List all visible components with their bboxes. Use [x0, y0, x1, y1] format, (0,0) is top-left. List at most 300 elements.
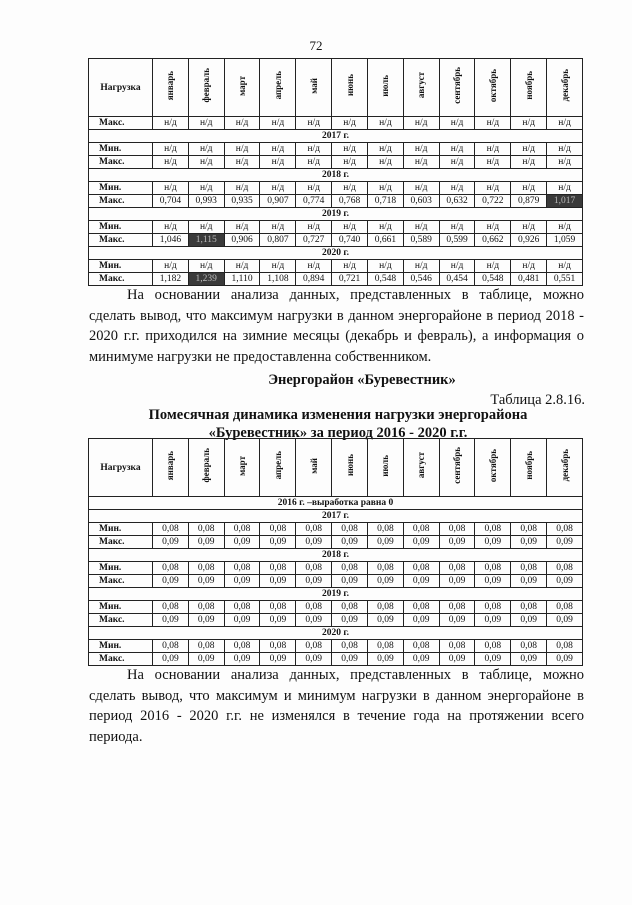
header-row — [89, 439, 583, 497]
table-cell: н/д — [367, 117, 403, 130]
table-cell: н/д — [296, 117, 332, 130]
table-row — [89, 117, 583, 130]
month-header-label: ноябрь — [523, 71, 534, 100]
table-cell: 0,09 — [475, 653, 511, 666]
table-cell: 0,08 — [475, 562, 511, 575]
table-cell: 1,059 — [547, 234, 583, 247]
table-cell: 0,894 — [296, 273, 332, 286]
table-cell: 0,09 — [332, 653, 368, 666]
row-label: Мин. — [89, 640, 153, 653]
table-cell: 0,08 — [224, 523, 260, 536]
row-label: Макс. — [89, 195, 153, 208]
table-cell: 0,935 — [224, 195, 260, 208]
table-cell: 0,08 — [296, 523, 332, 536]
table-cell: 0,08 — [153, 562, 189, 575]
row-label: Мин. — [89, 182, 153, 195]
table-cell: н/д — [332, 182, 368, 195]
row-label: Макс. — [89, 575, 153, 588]
table-cell: 0,09 — [367, 614, 403, 627]
table-cell: 0,09 — [403, 653, 439, 666]
table-cell: н/д — [367, 156, 403, 169]
month-header — [547, 59, 583, 117]
year-row — [89, 247, 583, 260]
table-cell: н/д — [188, 117, 224, 130]
table-cell: н/д — [475, 117, 511, 130]
year-row — [89, 169, 583, 182]
year-row — [89, 497, 583, 510]
table-cell: 0,721 — [332, 273, 368, 286]
table-cell: 0,768 — [332, 195, 368, 208]
table-row — [89, 640, 583, 653]
table-cell: 0,993 — [188, 195, 224, 208]
table-cell: н/д — [153, 221, 189, 234]
month-header — [153, 59, 189, 117]
month-header-label: август — [416, 452, 427, 479]
table-cell: н/д — [439, 143, 475, 156]
table-cell: н/д — [224, 221, 260, 234]
table-cell: 0,09 — [188, 536, 224, 549]
table-cell: н/д — [403, 260, 439, 273]
month-header-label: октябрь — [487, 448, 498, 483]
table-cell: н/д — [224, 143, 260, 156]
table-cell: 0,589 — [403, 234, 439, 247]
table-row — [89, 234, 583, 247]
table-cell: н/д — [260, 260, 296, 273]
table-cell: 0,08 — [439, 640, 475, 653]
table-row — [89, 143, 583, 156]
table-cell: 0,09 — [547, 614, 583, 627]
table-cell: н/д — [475, 143, 511, 156]
year-row — [89, 208, 583, 221]
row-label: Мин. — [89, 260, 153, 273]
table-cell: 0,08 — [475, 640, 511, 653]
table-cell: 0,09 — [296, 575, 332, 588]
table-cell: 0,08 — [367, 640, 403, 653]
table-cell: 0,09 — [439, 575, 475, 588]
table-cell: 0,907 — [260, 195, 296, 208]
row-label: Макс. — [89, 273, 153, 286]
table-cell: 0,09 — [153, 614, 189, 627]
year-label: 2019 г. — [89, 588, 583, 601]
month-header — [224, 59, 260, 117]
table-cell: 0,08 — [224, 562, 260, 575]
row-label: Мин. — [89, 143, 153, 156]
month-header-label: март — [237, 455, 248, 476]
table-cell: н/д — [332, 117, 368, 130]
table-cell: 0,632 — [439, 195, 475, 208]
month-header — [403, 59, 439, 117]
table-row — [89, 195, 583, 208]
table-cell: н/д — [296, 143, 332, 156]
table-cell: 0,09 — [224, 536, 260, 549]
table-cell: 0,09 — [511, 575, 547, 588]
table-cell: 0,09 — [332, 575, 368, 588]
table-cell: н/д — [367, 143, 403, 156]
table-cell: н/д — [367, 221, 403, 234]
table-cell: 1,239 — [188, 273, 224, 286]
table-cell: 0,09 — [296, 653, 332, 666]
month-header — [296, 439, 332, 497]
table-cell: н/д — [224, 182, 260, 195]
table-cell: н/д — [547, 156, 583, 169]
table-cell: н/д — [332, 260, 368, 273]
header-row — [89, 59, 583, 117]
table-cell: 0,09 — [332, 536, 368, 549]
table-row — [89, 523, 583, 536]
table-cell: 0,08 — [439, 601, 475, 614]
load-table-previous — [88, 58, 583, 286]
table-cell: н/д — [188, 143, 224, 156]
table-row — [89, 653, 583, 666]
month-header-label: декабрь — [559, 449, 570, 482]
table-cell: 0,08 — [153, 523, 189, 536]
month-header — [188, 59, 224, 117]
table-cell: 0,09 — [224, 575, 260, 588]
month-header-label: сентябрь — [452, 67, 463, 104]
month-header — [260, 439, 296, 497]
table-cell: н/д — [153, 143, 189, 156]
table-cell: 0,08 — [296, 640, 332, 653]
table-cell: н/д — [403, 182, 439, 195]
table-cell: 0,807 — [260, 234, 296, 247]
analysis-paragraph-1-text: На основании анализа данных, представленных в таблице, можно сделать вывод, что максимум нагрузки в данном энергорайоне в период 2018 - 2020 г.г. приходился на зимние месяцы (декабрь и февраль), а информация о минимуме нагрузки не предоставленна собственником. — [89, 287, 584, 365]
table-cell: 0,599 — [439, 234, 475, 247]
table-cell: н/д — [260, 117, 296, 130]
month-header-label: июнь — [344, 454, 355, 477]
month-header — [439, 439, 475, 497]
table-cell: н/д — [403, 221, 439, 234]
month-header-label: октябрь — [487, 68, 498, 103]
month-header — [475, 439, 511, 497]
table-cell: 0,09 — [153, 653, 189, 666]
table-cell: н/д — [188, 221, 224, 234]
year-label: 2017 г. — [89, 130, 583, 143]
month-header-label: сентябрь — [452, 447, 463, 484]
table-cell: н/д — [511, 260, 547, 273]
table-cell: н/д — [439, 156, 475, 169]
table-cell: н/д — [332, 156, 368, 169]
table-cell: 0,08 — [403, 562, 439, 575]
table-cell: 0,08 — [367, 562, 403, 575]
table-cell: н/д — [296, 182, 332, 195]
table-cell: н/д — [153, 260, 189, 273]
table-row — [89, 182, 583, 195]
table-cell: 0,09 — [367, 653, 403, 666]
section-heading: Энергорайон «Буревестник» — [268, 372, 456, 388]
month-header — [260, 59, 296, 117]
table-cell: 0,722 — [475, 195, 511, 208]
table-cell: н/д — [260, 156, 296, 169]
table-cell: 0,718 — [367, 195, 403, 208]
load-table-burevestnik — [88, 438, 583, 666]
month-header — [367, 59, 403, 117]
table-cell: 0,09 — [475, 575, 511, 588]
table-cell: 0,08 — [188, 601, 224, 614]
table-cell: н/д — [403, 143, 439, 156]
table-caption: Таблица 2.8.16. — [490, 392, 585, 408]
table-row — [89, 273, 583, 286]
table-cell: 0,09 — [403, 536, 439, 549]
table-cell: 0,08 — [547, 523, 583, 536]
month-header — [439, 59, 475, 117]
table-cell: н/д — [332, 221, 368, 234]
table-cell: 0,09 — [547, 653, 583, 666]
table-cell: 0,551 — [547, 273, 583, 286]
table-row — [89, 156, 583, 169]
table-cell: 0,09 — [511, 614, 547, 627]
table-cell: 0,08 — [332, 640, 368, 653]
month-header-label: декабрь — [559, 69, 570, 102]
table-cell: н/д — [367, 182, 403, 195]
table-cell: 0,08 — [547, 640, 583, 653]
table-cell: н/д — [153, 182, 189, 195]
table-cell: 0,09 — [439, 614, 475, 627]
month-header-label: июль — [380, 74, 391, 97]
row-label: Макс. — [89, 653, 153, 666]
year-row — [89, 510, 583, 523]
table-cell: 1,017 — [547, 195, 583, 208]
table-cell: н/д — [439, 221, 475, 234]
table-cell: 0,454 — [439, 273, 475, 286]
analysis-paragraph-2 — [89, 665, 584, 747]
month-header-label: январь — [165, 450, 176, 481]
table-cell: 0,08 — [511, 562, 547, 575]
table-cell: 0,09 — [188, 575, 224, 588]
month-header-label: февраль — [201, 448, 212, 483]
table-cell: н/д — [511, 156, 547, 169]
table-cell: 0,08 — [153, 640, 189, 653]
table-cell: 0,08 — [511, 601, 547, 614]
month-header-label: февраль — [201, 68, 212, 103]
table-cell: 0,08 — [260, 640, 296, 653]
row-label: Мин. — [89, 221, 153, 234]
month-header-label: август — [416, 72, 427, 99]
table-cell: 0,09 — [188, 614, 224, 627]
table-cell: 0,08 — [475, 601, 511, 614]
table-cell: 0,08 — [153, 601, 189, 614]
month-header — [511, 59, 547, 117]
table-cell: н/д — [188, 156, 224, 169]
analysis-paragraph-2-text: На основании анализа данных, представленных в таблице, можно сделать вывод, что максимум и минимум нагрузки в данном энергорайоне в период 2016 - 2020 г.г. не изменялся в течение года на протяжении всего периода. — [89, 667, 584, 745]
table-cell: 0,704 — [153, 195, 189, 208]
table-cell: 0,926 — [511, 234, 547, 247]
table-cell: 0,879 — [511, 195, 547, 208]
table-cell: 0,08 — [332, 601, 368, 614]
table-cell: н/д — [260, 221, 296, 234]
table-cell: 0,09 — [403, 614, 439, 627]
table-cell: 0,906 — [224, 234, 260, 247]
table-cell: 0,09 — [475, 536, 511, 549]
table-cell: 0,08 — [260, 562, 296, 575]
month-header-label: апрель — [272, 71, 283, 100]
table-cell: 0,08 — [511, 640, 547, 653]
table-cell: 0,09 — [511, 536, 547, 549]
month-header — [224, 439, 260, 497]
table-cell: 0,603 — [403, 195, 439, 208]
row-label: Мин. — [89, 562, 153, 575]
row-label: Макс. — [89, 234, 153, 247]
year-label: 2020 г. — [89, 247, 583, 260]
table-row — [89, 575, 583, 588]
month-header — [547, 439, 583, 497]
table-cell: н/д — [475, 156, 511, 169]
table-cell: 0,09 — [511, 653, 547, 666]
row-label: Мин. — [89, 601, 153, 614]
year-label: 2018 г. — [89, 549, 583, 562]
table-cell: 0,08 — [188, 562, 224, 575]
page-number: 72 — [309, 38, 323, 53]
month-header-label: ноябрь — [523, 451, 534, 480]
month-header — [475, 59, 511, 117]
month-header — [511, 439, 547, 497]
table-cell: 0,727 — [296, 234, 332, 247]
table-cell: н/д — [547, 143, 583, 156]
table-cell: 0,662 — [475, 234, 511, 247]
table-cell: н/д — [296, 156, 332, 169]
table-cell: 0,09 — [367, 575, 403, 588]
row-label: Макс. — [89, 117, 153, 130]
table-cell: н/д — [439, 260, 475, 273]
table-cell: н/д — [260, 182, 296, 195]
table-cell: 0,481 — [511, 273, 547, 286]
month-header-label: март — [237, 75, 248, 96]
table-cell: 0,09 — [367, 536, 403, 549]
table-cell: н/д — [475, 260, 511, 273]
table-cell: 0,08 — [547, 601, 583, 614]
year-label: 2016 г. –выработка равна 0 — [89, 497, 583, 510]
table-cell: 0,09 — [547, 536, 583, 549]
month-header-label: июнь — [344, 74, 355, 97]
table-cell: н/д — [403, 117, 439, 130]
year-row — [89, 130, 583, 143]
table-cell: 0,09 — [332, 614, 368, 627]
month-header — [367, 439, 403, 497]
table-cell: 0,09 — [188, 653, 224, 666]
month-header — [296, 59, 332, 117]
table-cell: 0,548 — [475, 273, 511, 286]
analysis-paragraph-1 — [89, 285, 584, 367]
table-cell: 0,08 — [403, 640, 439, 653]
table-cell: 1,182 — [153, 273, 189, 286]
table-cell: 0,08 — [188, 640, 224, 653]
table-cell: 0,08 — [439, 562, 475, 575]
table-row — [89, 260, 583, 273]
year-label: 2018 г. — [89, 169, 583, 182]
table-cell: н/д — [260, 143, 296, 156]
table-cell: н/д — [296, 221, 332, 234]
table-cell: н/д — [153, 117, 189, 130]
month-header-label: июль — [380, 454, 391, 477]
table-cell: 0,09 — [260, 536, 296, 549]
table-cell: н/д — [439, 117, 475, 130]
table-cell: н/д — [475, 221, 511, 234]
table-cell: 0,09 — [296, 614, 332, 627]
year-label: 2017 г. — [89, 510, 583, 523]
table-cell: 0,08 — [403, 601, 439, 614]
year-label: 2019 г. — [89, 208, 583, 221]
row-label: Мин. — [89, 523, 153, 536]
table-cell: 0,08 — [224, 601, 260, 614]
year-row — [89, 588, 583, 601]
table-cell: 1,046 — [153, 234, 189, 247]
table-cell: 0,08 — [547, 562, 583, 575]
table-cell: 0,08 — [475, 523, 511, 536]
table-row — [89, 601, 583, 614]
table-cell: н/д — [332, 143, 368, 156]
table-cell: 0,546 — [403, 273, 439, 286]
table-cell: н/д — [439, 182, 475, 195]
table-cell: н/д — [403, 156, 439, 169]
table-cell: 0,09 — [260, 653, 296, 666]
table-cell: 0,08 — [367, 523, 403, 536]
table-cell: н/д — [511, 117, 547, 130]
table-cell: 0,08 — [260, 601, 296, 614]
table-title-line-2: «Буревестник» за период 2016 - 2020 г.г. — [208, 425, 468, 441]
table-cell: 0,08 — [296, 562, 332, 575]
table-cell: 0,08 — [224, 640, 260, 653]
table-cell: 1,110 — [224, 273, 260, 286]
table-cell: н/д — [224, 117, 260, 130]
table-cell: н/д — [224, 156, 260, 169]
month-header-label: май — [308, 457, 319, 474]
table-cell: н/д — [511, 182, 547, 195]
table-cell: н/д — [547, 117, 583, 130]
table-row — [89, 536, 583, 549]
table-cell: н/д — [475, 182, 511, 195]
table-cell: н/д — [188, 182, 224, 195]
table-cell: 0,09 — [224, 614, 260, 627]
month-header-label: январь — [165, 70, 176, 101]
table-cell: н/д — [188, 260, 224, 273]
table-cell: 0,09 — [260, 614, 296, 627]
table-cell: н/д — [511, 221, 547, 234]
table-cell: 0,661 — [367, 234, 403, 247]
table-cell: 0,09 — [439, 653, 475, 666]
table-cell: 1,115 — [188, 234, 224, 247]
table-cell: 0,08 — [188, 523, 224, 536]
year-row — [89, 627, 583, 640]
table-cell: н/д — [153, 156, 189, 169]
year-label: 2020 г. — [89, 627, 583, 640]
table-cell: 0,548 — [367, 273, 403, 286]
table-cell: 0,09 — [296, 536, 332, 549]
table-cell: 0,09 — [547, 575, 583, 588]
table-cell: 0,09 — [439, 536, 475, 549]
table-cell: 0,08 — [511, 523, 547, 536]
year-row — [89, 549, 583, 562]
table-cell: 0,09 — [153, 575, 189, 588]
table-cell: н/д — [547, 182, 583, 195]
month-header — [188, 439, 224, 497]
table-cell: 0,09 — [260, 575, 296, 588]
table-row — [89, 562, 583, 575]
table-cell: 0,09 — [224, 653, 260, 666]
row-label: Макс. — [89, 156, 153, 169]
table-cell: 0,08 — [332, 562, 368, 575]
load-column-header: Нагрузка — [89, 59, 153, 117]
table-cell: н/д — [296, 260, 332, 273]
load-column-header: Нагрузка — [89, 439, 153, 497]
table-cell: 0,09 — [403, 575, 439, 588]
table-cell: н/д — [367, 260, 403, 273]
table-cell: 0,08 — [332, 523, 368, 536]
month-header — [403, 439, 439, 497]
table-cell: 0,08 — [260, 523, 296, 536]
table-cell: 0,08 — [439, 523, 475, 536]
table-cell: 0,08 — [403, 523, 439, 536]
month-header-label: май — [308, 77, 319, 94]
table-cell: н/д — [547, 221, 583, 234]
